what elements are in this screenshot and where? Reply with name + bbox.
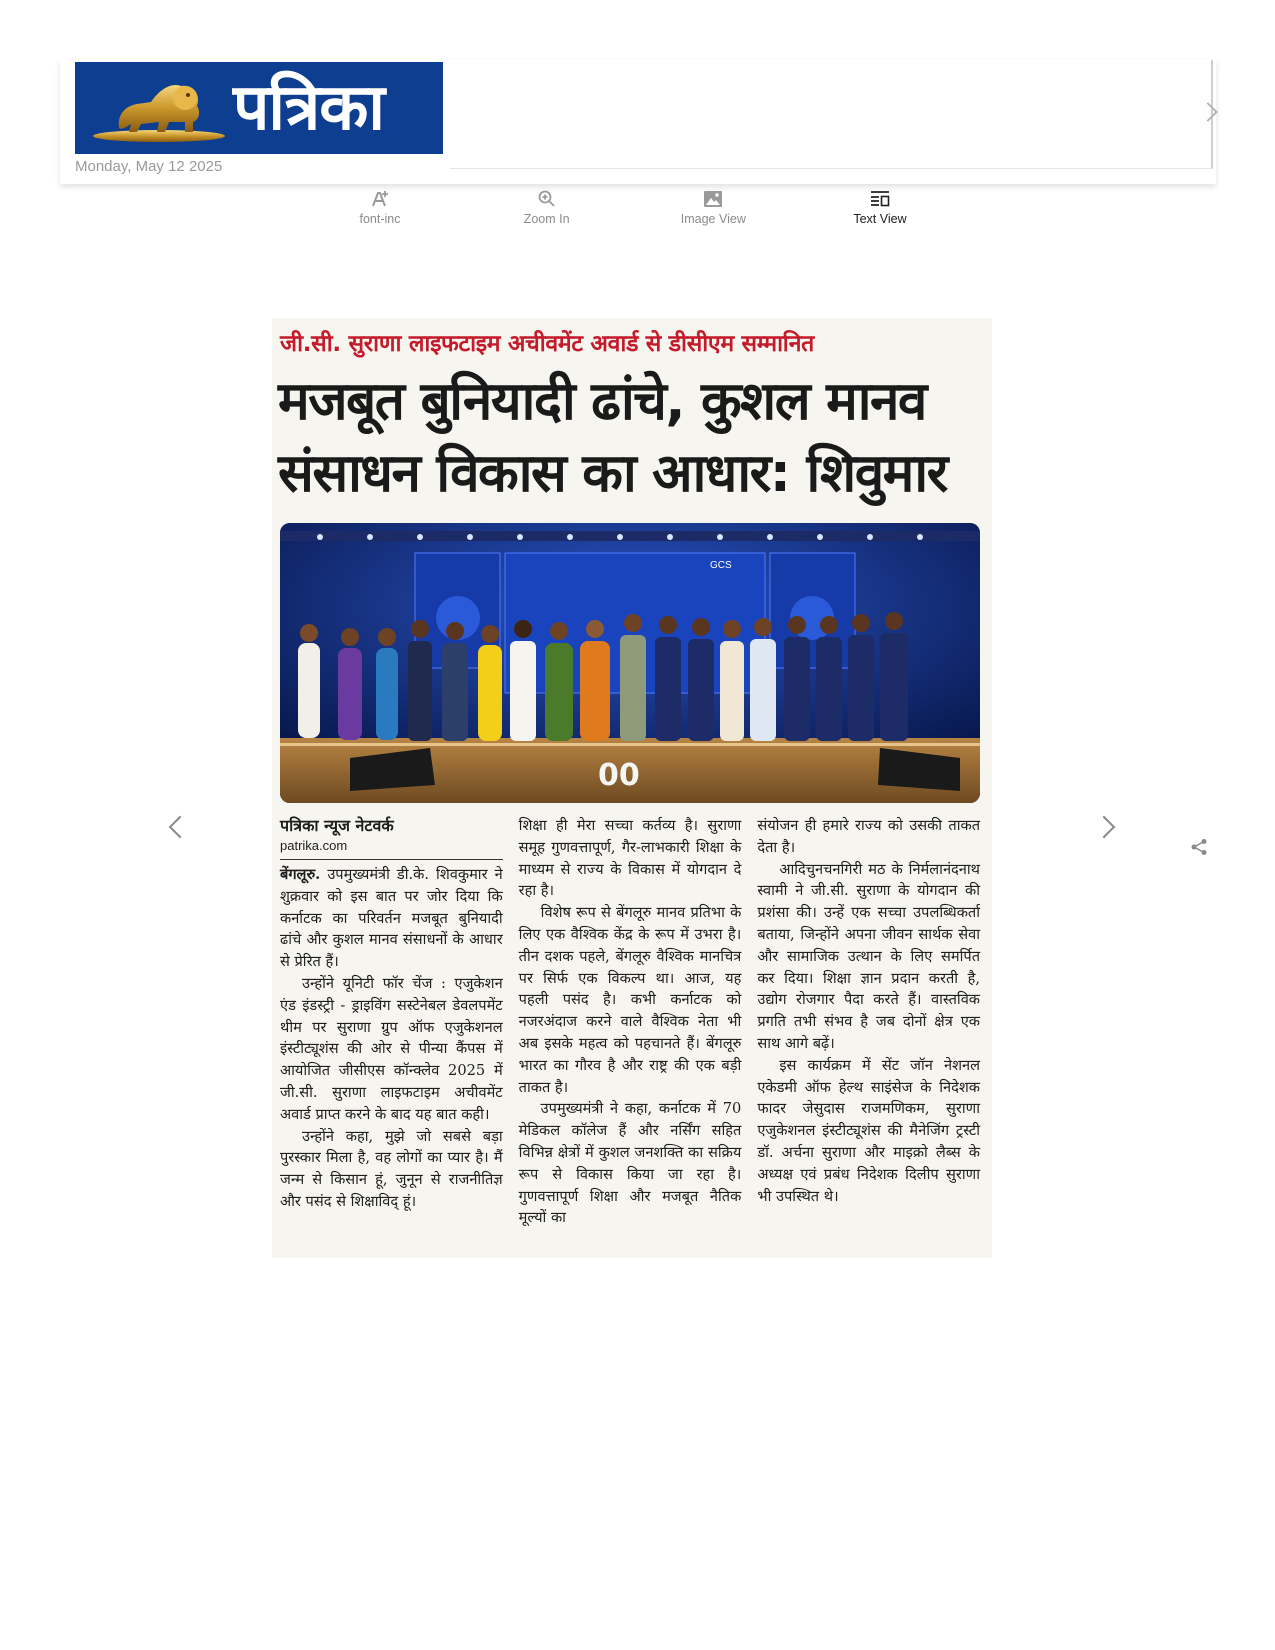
- newspaper-clipping: [272, 318, 992, 1258]
- chevron-right-icon[interactable]: [1093, 816, 1116, 839]
- event-photo: [280, 523, 980, 803]
- article-headline: [278, 366, 988, 510]
- image-icon: [703, 188, 723, 210]
- zoom-in-icon: [537, 188, 557, 210]
- article-column-2: [519, 815, 742, 1255]
- patrika-logo[interactable]: [75, 62, 443, 154]
- chevron-right-icon[interactable]: [1198, 102, 1218, 122]
- font-increase-button[interactable]: [300, 188, 460, 234]
- ad-banner-slot: [450, 60, 1213, 169]
- article-paragraph: संयोजन ही हमारे राज्य को उसकी ताकत देता है।: [757, 817, 981, 856]
- chevron-left-icon[interactable]: [169, 816, 192, 839]
- share-icon[interactable]: [1190, 838, 1208, 860]
- edition-date: Monday, May 12 2025: [75, 158, 223, 175]
- article-column-1: [280, 815, 503, 1255]
- logo-wordmark: पत्रिका: [233, 71, 384, 145]
- image-view-button[interactable]: [633, 188, 793, 234]
- zoom-in-label: Zoom In: [523, 212, 570, 226]
- site-credit: patrika.com: [280, 837, 503, 860]
- article-column-3: [757, 815, 980, 1255]
- text-view-label: Text View: [853, 212, 907, 226]
- article-paragraph: उन्होंने कहा, मुझे जो सबसे बड़ा पुरस्कार मिला है, वह लोगों का प्यार है। मैं जन्म से किसान हूं, जुनून से राजनीतिज्ञ और पसंद से शिक्षाविद् हूं।: [280, 1127, 503, 1210]
- article-paragraph: शिक्षा ही मेरा सच्चा कर्तव्य है। सुराणा समूह गुणवत्तापूर्ण, गैर-लाभकारी शिक्षा के माध्यम से राज्य के विकास में योगदान दे रहा है।: [518, 817, 742, 900]
- headline-line-1: मजबूत बुनियादी ढांचे, कुशल मानव: [278, 371, 926, 432]
- article-body: [280, 815, 980, 1255]
- event-photo-icon: [280, 523, 980, 803]
- zoom-in-button[interactable]: [467, 188, 627, 234]
- image-view-label: Image View: [680, 212, 746, 226]
- article-paragraph: बेंगलूरु. उपमुख्यमंत्री डी.के. शिवकुमार ने शुक्रवार को इस बात पर जोर दिया कि कर्नाटक का परिवर्तन मजबूत बुनियादी ढांचे और कुशल मानव संसाधनों के आधार से प्रेरित हैं।: [280, 866, 503, 971]
- article-paragraph: इस कार्यक्रम में सेंट जॉन नेशनल एकेडमी ऑफ हेल्थ साइंसेज के निदेशक फादर जेसुदास राजमणिकम, सुराणा एजुकेशनल इंस्टीट्यूशंस की मैनेजिंग ट्रस्टी डॉ. अर्चना सुराणा और माइक्रो लैब्स के अध्यक्ष एवं प्रबंध निदेशक दिलीप सुराणा भी उपस्थित थे।: [757, 1056, 981, 1205]
- byline: पत्रिका न्यूज नेटवर्क: [280, 816, 394, 835]
- stage-number: 00: [598, 758, 640, 793]
- article-paragraph: विशेष रूप से बेंगलूरु मानव प्रतिभा के लिए एक वैश्विक केंद्र के रूप में उभरा है। तीन दशक पहले, बेंगलूरु वैश्विक मानचित्र पर सिर्फ एक विकल्प था। आज, यह पहली पसंद है। कभी कर्नाटक को नजरअंदाज करने वाले वैश्विक नेता भी अब इसके महत्व को पहचानते हैं। बेंगलूरु भारत का गौरव है और राष्ट्र की एक बड़ी ताकत है।: [518, 904, 742, 1096]
- font-increase-icon: [370, 188, 390, 210]
- font-increase-label: font-inc: [359, 212, 401, 226]
- headline-line-2: संसाधन विकास का आधार: शिवुमार: [278, 443, 947, 504]
- dateline: बेंगलूरु.: [280, 866, 321, 883]
- article-paragraph: उन्होंने यूनिटी फॉर चेंज : एजुकेशन एंड इंडस्ट्री - ड्राइविंग सस्टेनेबल डेवलपमेंट थीम पर सुराणा ग्रुप ऑफ एजुकेशनल इंस्टीट्यूशंस की ओर से पीन्या कैंपस में आयोजित जीसीएस कॉन्क्लेव 2025 में जी.सी. सुराणा लाइफटाइम अचीवमेंट अवार्ड प्राप्त करने के बाद यह बात कही।: [280, 974, 503, 1123]
- banner-text: GCS: [710, 560, 732, 571]
- text-view-button[interactable]: [800, 188, 960, 234]
- article-paragraph: उपमुख्यमंत्री ने कहा, कर्नाटक में 70 मेडिकल कॉलेज हैं और नर्सिंग सहित विभिन्न क्षेत्रों में कुशल जनशक्ति का सक्रिय रूप से विकास किया जा रहा है। गुणवत्तापूर्ण शिक्षा और मजबूत नैतिक मूल्यों का: [518, 1100, 742, 1227]
- lion-emblem-icon: [89, 70, 229, 146]
- article-paragraph: आदिचुनचनगिरी मठ के निर्मलानंदनाथ स्वामी ने जी.सी. सुराणा के योगदान की प्रशंसा की। उन्हें एक सच्चा उपलब्धिकर्ता बताया, जिन्होंने अपना जीवन सार्थक सेवा और सामाजिक उत्थान के लिए समर्पित कर दिया। शिक्षा ज्ञान प्रदान करती है, उद्योग रोजगार पैदा करते हैं। वास्तविक प्रगति तभी संभव है जब दोनों क्षेत्र एक साथ आगे बढ़ें।: [757, 860, 981, 1052]
- text-view-icon: [870, 188, 890, 210]
- view-toolbar: [300, 188, 960, 234]
- article-kicker: जी.सी. सुराणा लाइफटाइम अचीवमेंट अवार्ड से डीसीएम सम्मानित: [280, 331, 814, 357]
- masthead-header: [60, 60, 1216, 184]
